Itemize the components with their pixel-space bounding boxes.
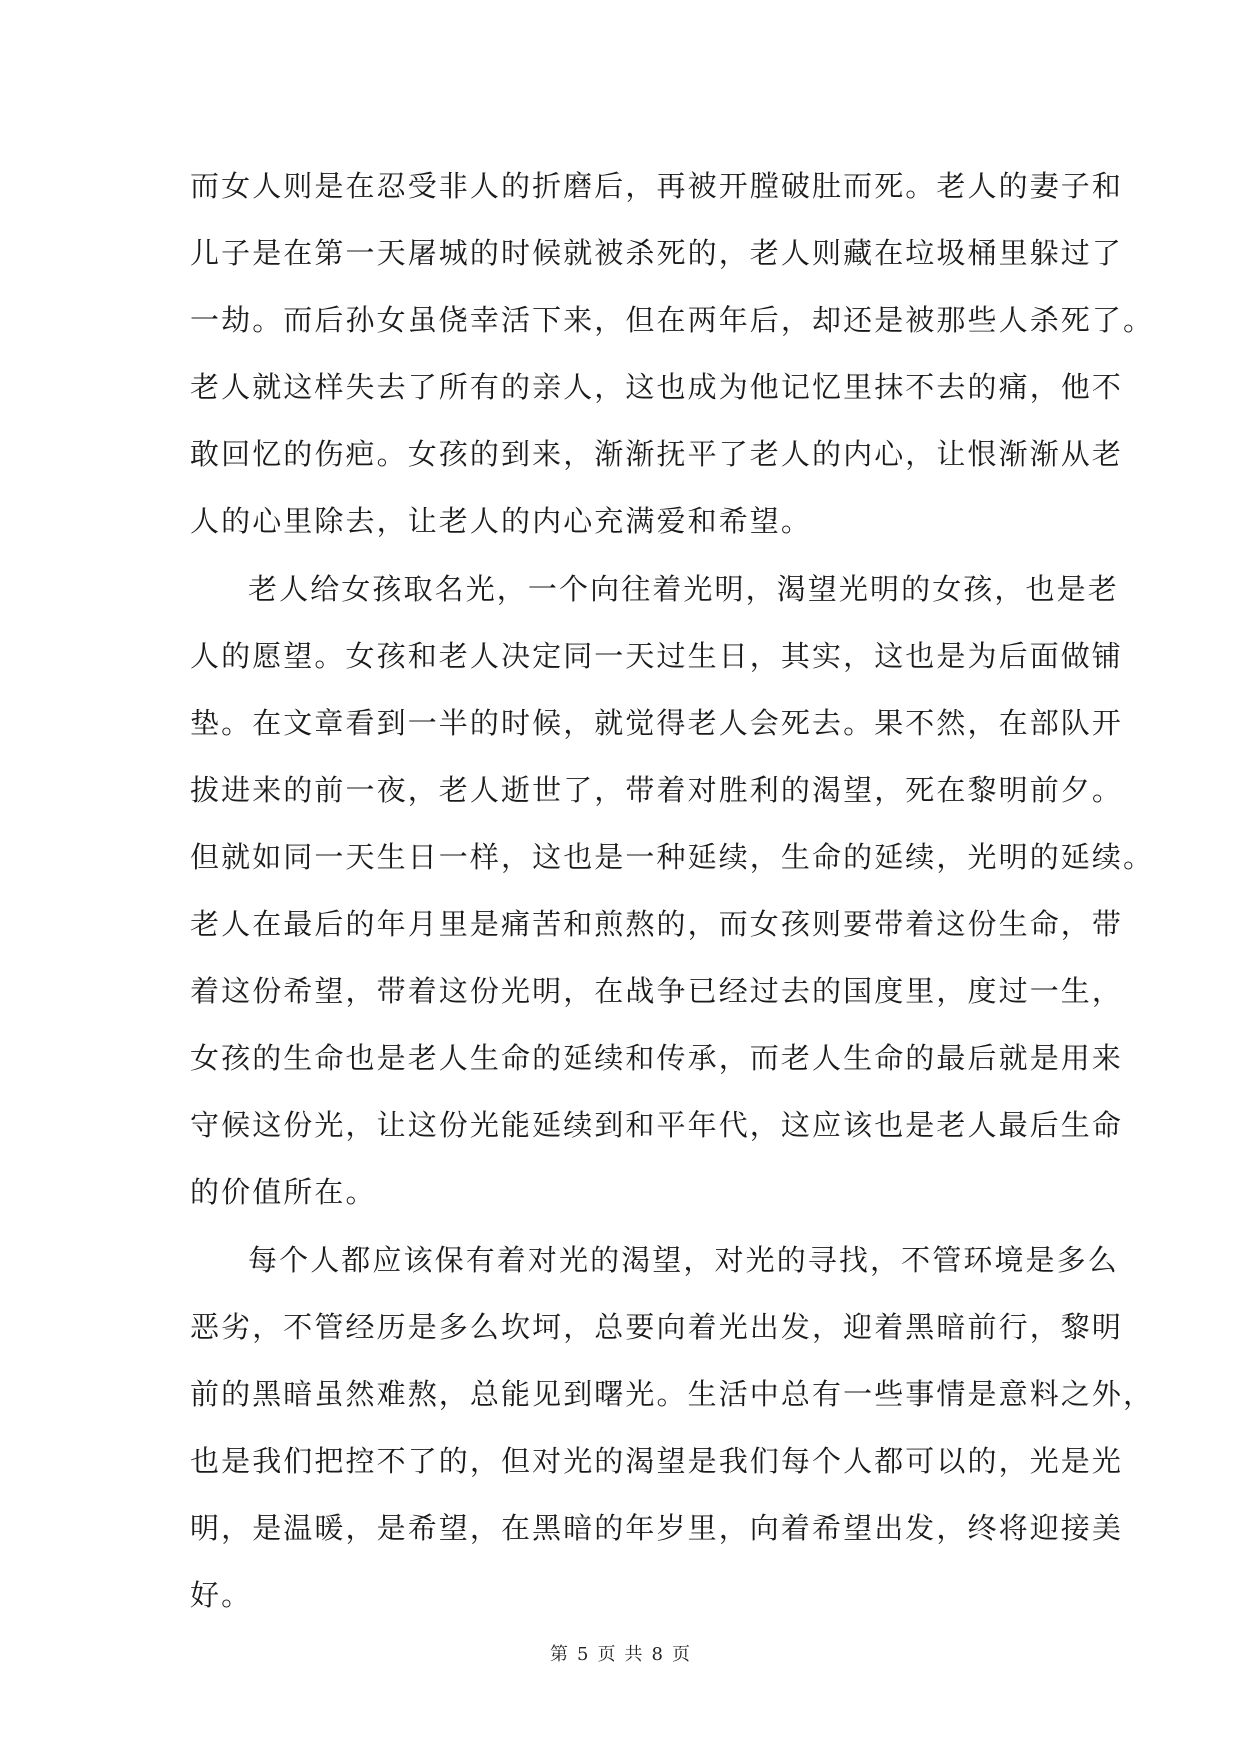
text-line: 着这份希望，带着这份光明，在战争已经过去的国度里，度过一生， bbox=[190, 974, 1124, 1009]
page-footer bbox=[0, 1640, 1241, 1666]
text-line: 前的黑暗虽然难熬，总能见到曙光。生活中总有一些事情是意料之外， bbox=[190, 1376, 1155, 1411]
text-line: 人的愿望。女孩和老人决定同一天过生日，其实，这也是为后面做铺 bbox=[190, 638, 1124, 673]
text-line: 的价值所在。 bbox=[190, 1175, 377, 1210]
text-line: 明，是温暖，是希望，在黑暗的年岁里，向着希望出发，终将迎接美 bbox=[190, 1510, 1124, 1545]
footer-prefix: 第 bbox=[550, 1644, 570, 1665]
text-line: 敢回忆的伤疤。女孩的到来，渐渐抚平了老人的内心，让恨渐渐从老 bbox=[190, 437, 1124, 472]
text-line: 而女人则是在忍受非人的折磨后，再被开膛破肚而死。老人的妻子和 bbox=[190, 169, 1124, 203]
document-body bbox=[190, 153, 1155, 1629]
text-line: 女孩的生命也是老人生命的延续和传承，而老人生命的最后就是用来 bbox=[190, 1041, 1124, 1076]
text-line: 垫。在文章看到一半的时候，就觉得老人会死去。果不然，在部队开 bbox=[190, 705, 1124, 740]
text-line: 每个人都应该保有着对光的渴望，对光的寻找，不管环境是多么 bbox=[248, 1242, 1119, 1277]
text-line: 也是我们把控不了的，但对光的渴望是我们每个人都可以的，光是光 bbox=[190, 1443, 1124, 1478]
current-page-number: 5 bbox=[577, 1644, 590, 1665]
footer-total-label: 共 bbox=[624, 1644, 644, 1665]
text-line: 人的心里除去，让老人的内心充满爱和希望。 bbox=[190, 504, 813, 539]
text-line: 老人就这样失去了所有的亲人，这也成为他记忆里抹不去的痛，他不 bbox=[190, 370, 1124, 405]
text-line: 好。 bbox=[190, 1577, 253, 1612]
text-line: 儿子是在第一天屠城的时候就被杀死的，老人则藏在垃圾桶里躲过了 bbox=[190, 236, 1124, 271]
footer-page-end-label: 页 bbox=[671, 1644, 691, 1665]
text-line: 拔进来的前一夜，老人逝世了，带着对胜利的渴望，死在黎明前夕。 bbox=[190, 772, 1124, 807]
text-line: 老人在最后的年月里是痛苦和煎熬的，而女孩则要带着这份生命，带 bbox=[190, 907, 1124, 942]
total-pages-number: 8 bbox=[651, 1644, 664, 1665]
text-line: 守候这份光，让这份光能延续到和平年代，这应该也是老人最后生命 bbox=[190, 1108, 1124, 1143]
text-line: 老人给女孩取名光，一个向往着光明，渴望光明的女孩，也是老 bbox=[248, 571, 1119, 606]
text-line: 但就如同一天生日一样，这也是一种延续，生命的延续，光明的延续。 bbox=[190, 839, 1155, 874]
footer-page-label: 页 bbox=[597, 1644, 617, 1665]
text-line: 恶劣，不管经历是多么坎坷，总要向着光出发，迎着黑暗前行，黎明 bbox=[190, 1309, 1124, 1344]
text-line: 一劫。而后孙女虽侥幸活下来，但在两年后，却还是被那些人杀死了。 bbox=[190, 303, 1155, 338]
